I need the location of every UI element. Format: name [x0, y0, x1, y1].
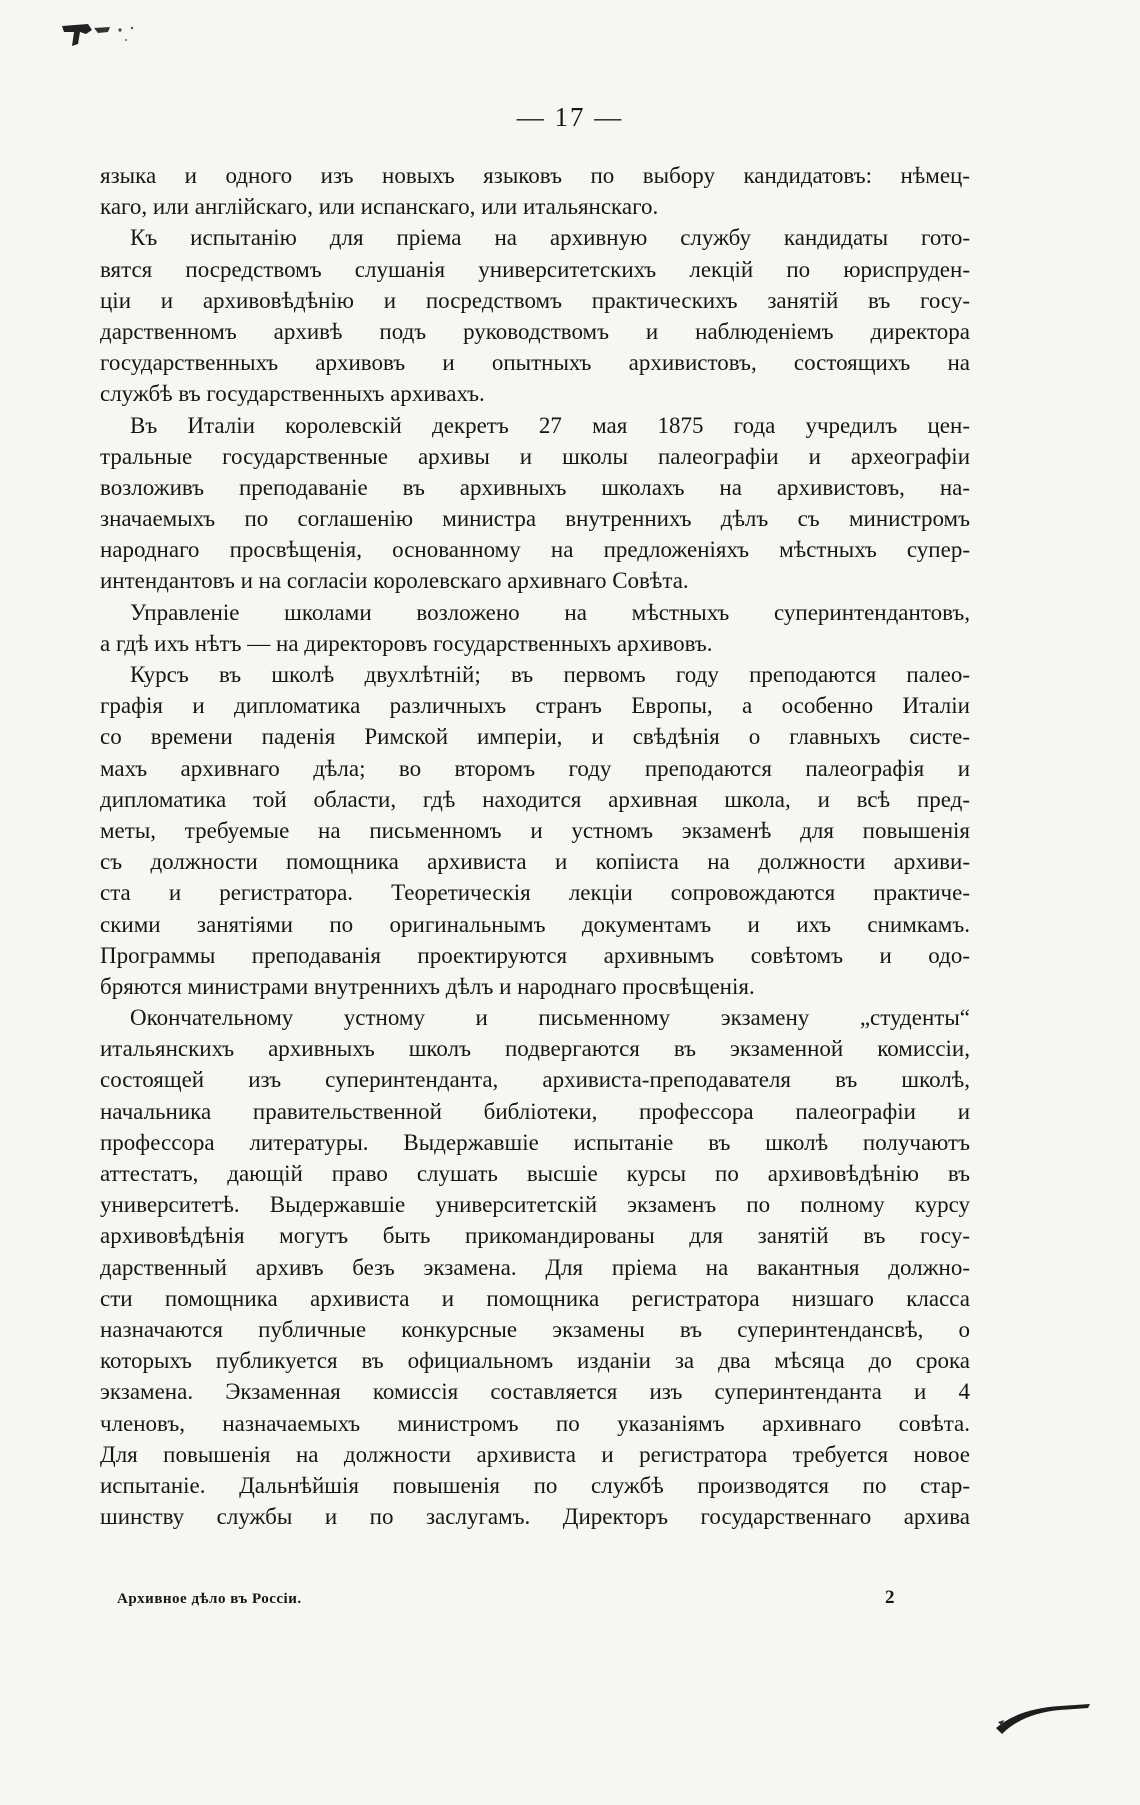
text-line: [100, 285, 970, 316]
text-line: [100, 1408, 970, 1439]
text-line: [100, 1376, 970, 1407]
text-line-content: итальянскихъ архивныхъ школъ подвергаются въ экзаменной комиссіи,: [100, 1036, 970, 1062]
text-line: [100, 1470, 970, 1501]
text-line: [100, 410, 970, 441]
text-line: [100, 1501, 970, 1532]
text-line: [100, 222, 970, 253]
footer-title: Архивное дѣло въ Россіи.: [117, 1591, 302, 1607]
text-line: [100, 659, 970, 690]
text-line: [100, 191, 970, 222]
text-line-content: университетѣ. Выдержавшіе университетскій экзаменъ по полному курсу: [100, 1192, 970, 1218]
signature-mark: 2: [885, 1587, 895, 1608]
text-line-content: назначаются публичные конкурсные экзамены въ суперинтендансвѣ, о: [100, 1316, 970, 1342]
text-line-content: Къ испытанію для пріема на архивную службу кандидаты гото-: [130, 225, 970, 251]
text-line: [100, 1314, 970, 1345]
text-line-content: которыхъ публикуется въ официальномъ изданіи за два мѣсяца до срока: [100, 1348, 970, 1374]
text-line: [100, 1283, 970, 1314]
text-line-content: Управленіе школами возложено на мѣстныхъ суперинтендантовъ,: [130, 599, 970, 625]
text-line: [100, 909, 970, 940]
pen-stroke-icon: [990, 1690, 1100, 1740]
text-line-content: службѣ въ государственныхъ архивахъ.: [100, 381, 485, 407]
text-line: [100, 347, 970, 378]
text-line-content: дарственный архивъ безъ экзамена. Для пріема на вакантныя должно-: [100, 1254, 970, 1280]
text-line-content: ціи и архивовѣдѣнію и посредствомъ практическихъ занятій въ госу-: [100, 287, 970, 313]
text-line-content: архивовѣдѣнія могутъ быть прикомандированы для занятій въ госу-: [100, 1223, 970, 1249]
text-line-content: со времени паденія Римской имперіи, и свѣдѣнія о главныхъ систе-: [100, 724, 970, 750]
text-line: [100, 1252, 970, 1283]
text-line-content: а гдѣ ихъ нѣтъ — на директоровъ государственныхъ архивовъ.: [100, 630, 713, 656]
text-line: [100, 721, 970, 752]
text-line: [100, 971, 970, 1002]
text-line-content: графія и дипломатика различныхъ странъ Европы, а особенно Италіи: [100, 693, 970, 719]
text-line: [100, 1220, 970, 1251]
text-line: [100, 316, 970, 347]
text-line-content: значаемыхъ по соглашенію министра внутреннихъ дѣлъ съ министромъ: [100, 506, 970, 532]
text-line: [100, 1345, 970, 1376]
text-line-content: государственныхъ архивовъ и опытныхъ архивистовъ, состоящихъ на: [100, 350, 970, 376]
text-line-content: шинству службы и по заслугамъ. Директоръ государственнаго архива: [100, 1504, 970, 1530]
text-line: [100, 877, 970, 908]
text-line-content: возложивъ преподаваніе въ архивныхъ школахъ на архивистовъ, на-: [100, 474, 970, 500]
text-line: [100, 1096, 970, 1127]
text-line: [100, 628, 970, 659]
text-line: [100, 1033, 970, 1064]
text-line-content: дипломатика той области, гдѣ находится архивная школа, и всѣ пред-: [100, 786, 970, 812]
text-line: [100, 534, 970, 565]
text-line: [100, 753, 970, 784]
text-line: [100, 1158, 970, 1189]
text-line-content: махъ архивнаго дѣла; во второмъ году преподаются палеографія и: [100, 755, 970, 781]
text-line: [100, 441, 970, 472]
text-line: [100, 160, 970, 191]
text-line-content: начальника правительственной библіотеки, профессора палеографіи и: [100, 1098, 970, 1124]
text-line: [100, 846, 970, 877]
text-line-content: аттестатъ, дающій право слушать высшіе курсы по архивовѣдѣнію въ: [100, 1161, 970, 1186]
text-line-content: членовъ, назначаемыхъ министромъ по указаніямъ архивнаго совѣта.: [100, 1410, 970, 1436]
text-line-content: профессора литературы. Выдержавшіе испытаніе въ школѣ получаютъ: [100, 1129, 970, 1155]
text-line: [100, 1064, 970, 1095]
text-line-content: тральные государственные архивы и школы палеографіи и археографіи: [100, 443, 970, 469]
text-line: [100, 1439, 970, 1470]
body-text: [100, 160, 970, 1532]
text-line: [100, 815, 970, 846]
ink-smudge-icon: [58, 18, 154, 58]
text-line: [100, 1127, 970, 1158]
text-line: [100, 1002, 970, 1033]
text-line: [100, 597, 970, 628]
text-line: [100, 784, 970, 815]
text-line-content: дарственномъ архивѣ подъ руководствомъ и наблюденіемъ директора: [100, 318, 970, 344]
text-line: [100, 565, 970, 596]
text-line-content: вятся посредствомъ слушанія университетскихъ лекцій по юриспруден-: [100, 256, 970, 282]
page-number: — 17 —: [516, 102, 624, 132]
text-line-content: состоящей изъ суперинтенданта, архивиста-преподавателя въ школѣ,: [100, 1067, 970, 1093]
text-line-content: каго, или англійскаго, или испанскаго, или итальянскаго.: [100, 194, 659, 220]
text-line-content: экзамена. Экзаменная комиссія составляется изъ суперинтенданта и 4: [100, 1379, 970, 1405]
text-line-content: Курсъ въ школѣ двухлѣтній; въ первомъ году преподаются палео-: [130, 662, 970, 687]
text-line-content: Въ Италіи королевскій декретъ 27 мая 1875 года учредилъ цен-: [130, 412, 970, 438]
text-line-content: съ должности помощника архивиста и копіиста на должности архиви-: [100, 849, 970, 875]
text-line: [100, 940, 970, 971]
text-line: [100, 503, 970, 534]
text-line: [100, 378, 970, 409]
text-line-content: Для повышенія на должности архивиста и регистратора требуется новое: [100, 1441, 970, 1467]
text-line: [100, 690, 970, 721]
text-line-content: языка и одного изъ новыхъ языковъ по выбору кандидатовъ: нѣмец-: [100, 163, 970, 188]
text-line-content: Программы преподаванія проектируются архивнымъ совѣтомъ и одо-: [100, 942, 970, 968]
text-line-content: народнаго просвѣщенія, основанному на предложеніяхъ мѣстныхъ супер-: [100, 537, 970, 563]
text-line-content: меты, требуемые на письменномъ и устномъ экзаменѣ для повышенія: [100, 817, 970, 843]
text-line: [100, 254, 970, 285]
text-line-content: бряются министрами внутреннихъ дѣлъ и народнаго просвѣщенія.: [100, 973, 755, 999]
text-line-content: испытаніе. Дальнѣйшія повышенія по службѣ производятся по стар-: [100, 1472, 970, 1498]
text-line-content: скими занятіями по оригинальнымъ документамъ и ихъ снимкамъ.: [100, 911, 970, 937]
text-line-content: ста и регистратора. Теоретическія лекціи сопровождаются практиче-: [100, 880, 970, 906]
text-line-content: сти помощника архивиста и помощника регистратора низшаго класса: [100, 1285, 970, 1311]
text-line: [100, 472, 970, 503]
text-line: [100, 1189, 970, 1220]
text-line-content: интендантовъ и на согласіи королевскаго архивнаго Совѣта.: [100, 568, 689, 594]
text-line-content: Окончательному устному и письменному экзамену „студенты“: [130, 1005, 970, 1031]
